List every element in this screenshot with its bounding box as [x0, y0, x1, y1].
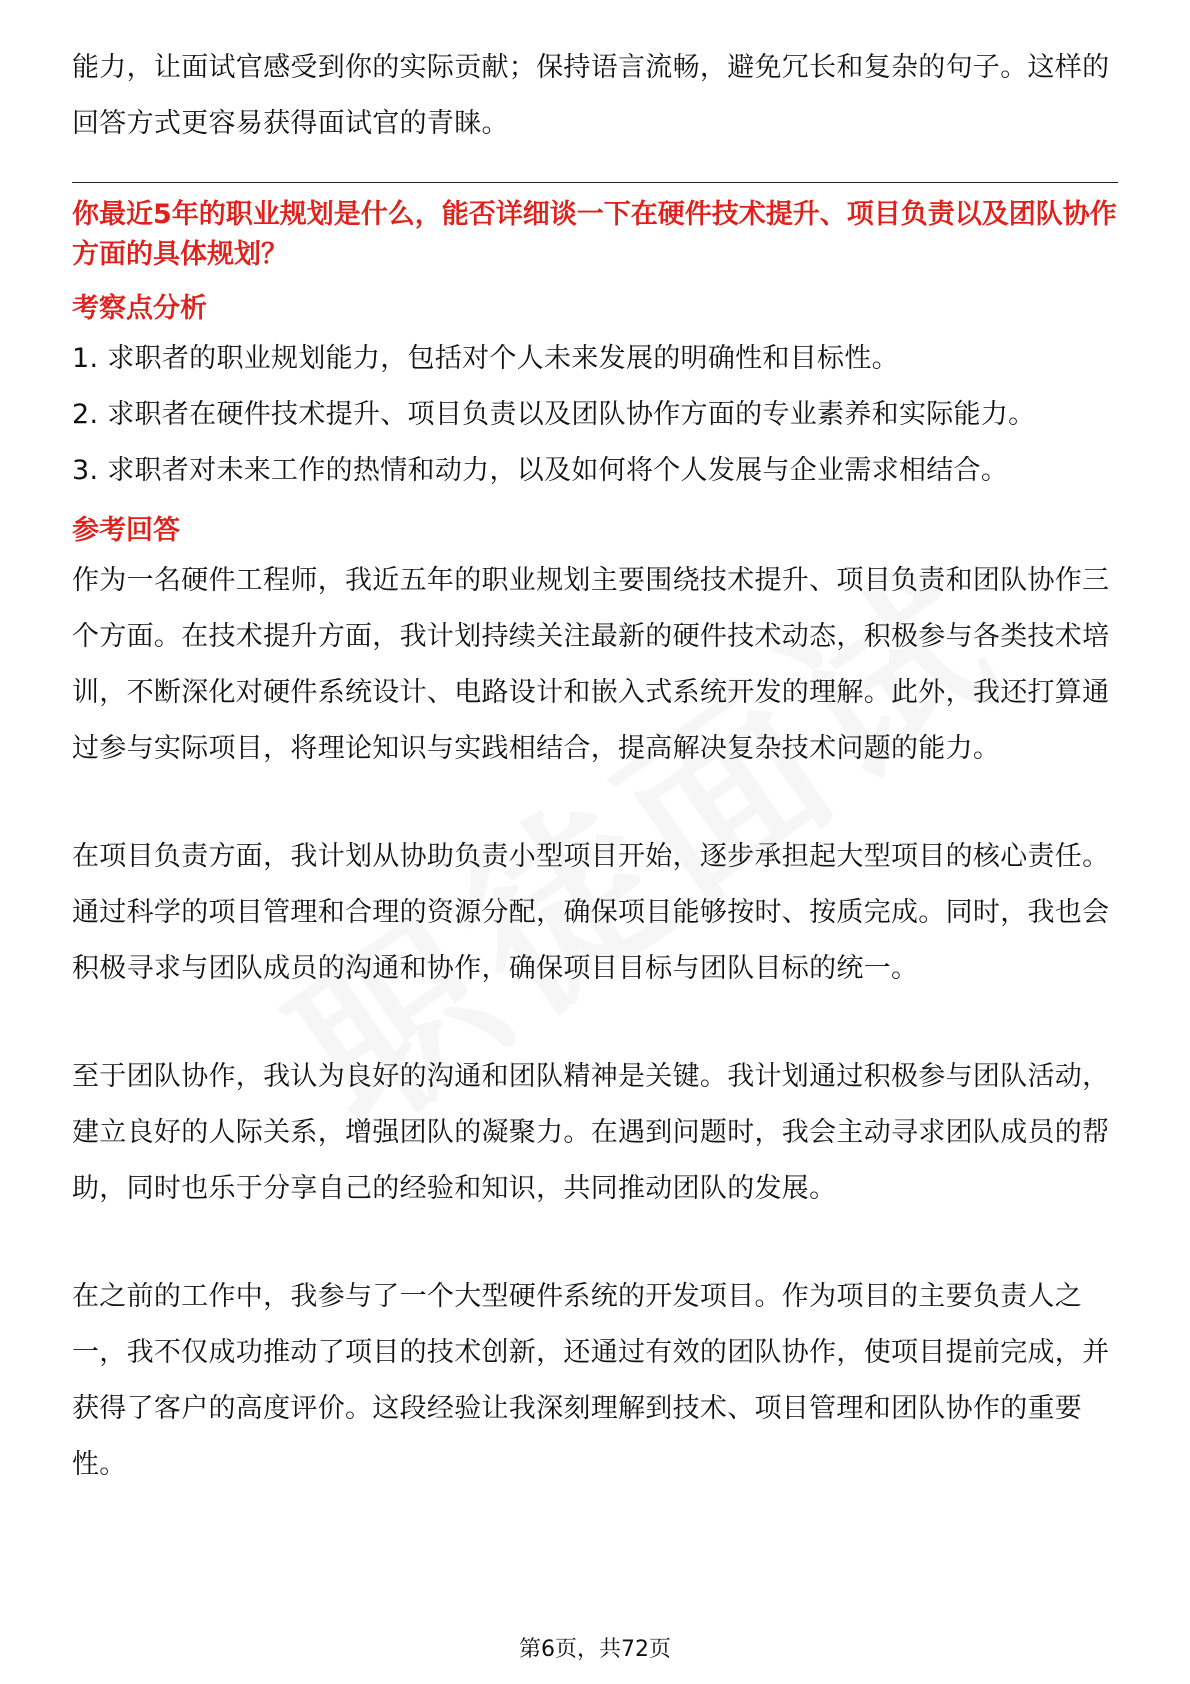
answer-paragraph: 作为一名硬件工程师，我近五年的职业规划主要围绕技术提升、项目负责和团队协作三个方面。在技术提升方面，我计划持续关注最新的硬件技术动态，积极参与各类技术培训，不断深化对硬件系统设计、电路设计和嵌入式系统开发的理解。此外，我还打算通过参与实际项目，将理论知识与实践相结合，提高解决复杂技术问题的能力。 — [72, 565, 1110, 764]
analysis-title: 考察点分析 — [72, 293, 207, 324]
analysis-list — [72, 331, 1118, 499]
answer-paragraph: 在项目负责方面，我计划从协助负责小型项目开始，逐步承担起大型项目的核心责任。通过科学的项目管理和合理的资源分配，确保项目能够按时、按质完成。同时，我也会积极寻求与团队成员的沟通和协作，确保项目目标与团队目标的统一。 — [72, 841, 1110, 984]
question-heading: 你最近5年的职业规划是什么，能否详细谈一下在硬件技术提升、项目负责以及团队协作方面的具体规划？ — [72, 199, 1117, 270]
answer-paragraph: 在之前的工作中，我参与了一个大型硬件系统的开发项目。作为项目的主要负责人之一，我不仅成功推动了项目的技术创新，还通过有效的团队协作，使项目提前完成，并获得了客户的高度评价。这段经验让我深刻理解到技术、项目管理和团队协作的重要性。 — [72, 1281, 1110, 1480]
document-page — [72, 40, 1118, 1493]
answer-title: 参考回答 — [72, 515, 180, 546]
page-number: 第6页，共72页 — [519, 1637, 671, 1662]
list-item: 2. 求职者在硬件技术提升、项目负责以及团队协作方面的专业素养和实际能力。 — [72, 399, 1036, 430]
answer-paragraph: 至于团队协作，我认为良好的沟通和团队精神是关键。我计划通过积极参与团队活动，建立良好的人际关系，增强团队的凝聚力。在遇到问题时，我会主动寻求团队成员的帮助，同时也乐于分享自己的经验和知识，共同推动团队的发展。 — [72, 1061, 1110, 1204]
section-divider — [72, 182, 1118, 183]
list-item: 3. 求职者对未来工作的热情和动力，以及如何将个人发展与企业需求相结合。 — [72, 455, 1009, 486]
intro-paragraph: 能力，让面试官感受到你的实际贡献；保持语言流畅，避免冗长和复杂的句子。这样的回答方式更容易获得面试官的青睐。 — [72, 52, 1110, 139]
list-item: 1. 求职者的职业规划能力，包括对个人未来发展的明确性和目标性。 — [72, 343, 899, 374]
